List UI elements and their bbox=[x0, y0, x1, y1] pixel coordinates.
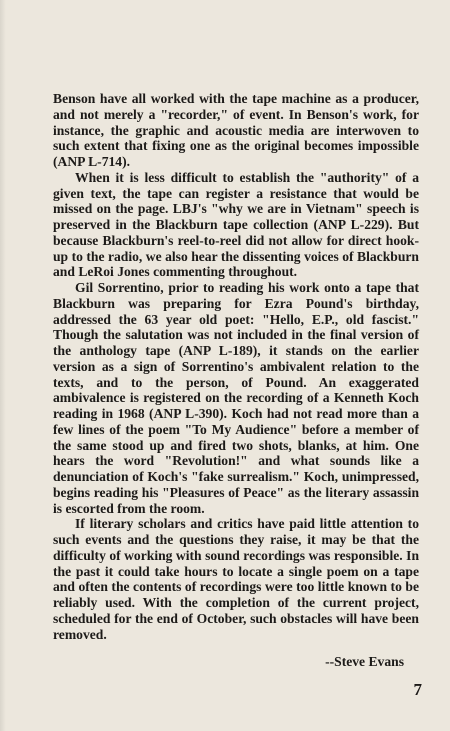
author-signature: --Steve Evans bbox=[325, 654, 404, 669]
paragraph-2: When it is less difficult to establish the "authority" of a given text, the tape can register a resistance that would be missed on the page. LBJ's "why we are in Vietnam" speech is preserved in the Blackburn tape collection (ANP L-229). But because Blackburn's reel-to-reel did not allow for direct hook-up to the radio, we also hear the dissenting voices of Blackburn and LeRoi Jones commenting throughout. bbox=[53, 169, 419, 280]
paragraph-4: If literary scholars and critics have paid little attention to such events and the questions they raise, it may be that the difficulty of working with sound recordings was responsible. In the past it could take hours to locate a single poem on a tape and often the contents of recordings were too little known to be reliably used. With the completion of the current project, scheduled for the end of October, such obstacles will have been removed. bbox=[53, 516, 419, 642]
paragraph-1: Benson have all worked with the tape machine as a producer, and not merely a "recorder," of event. In Benson's work, for instance, the graphic and acoustic media are interwoven to such extent that fixing one as the original becomes impossible (ANP L-714). bbox=[53, 91, 419, 169]
body-text bbox=[53, 91, 419, 642]
page-number: 7 bbox=[413, 680, 422, 699]
paragraph-3: Gil Sorrentino, prior to reading his work onto a tape that Blackburn was preparing for Ezra Pound's birthday, addressed the 63 year old poet: "Hello, E.P., old fascist." Though the salutation was not included in the final version of the anthology tape (ANP L-189), it stands on the earlier version as a sign of Sorrentino's ambivalent relation to the texts, and to the person, of Pound. An exaggerated ambivalence is registered on the recording of a Kenneth Koch reading in 1968 (ANP L-390). Koch had not read more than a few lines of the poem "To My Audience" before a member of the same stood up and fired two shots, blanks, at him. One hears the word "Revolution!" and what sounds like a denunciation of Koch's "fake surrealism." Koch, unimpressed, begins reading his "Pleasures of Peace" as the literary assassin is escorted from the room. bbox=[53, 280, 419, 516]
